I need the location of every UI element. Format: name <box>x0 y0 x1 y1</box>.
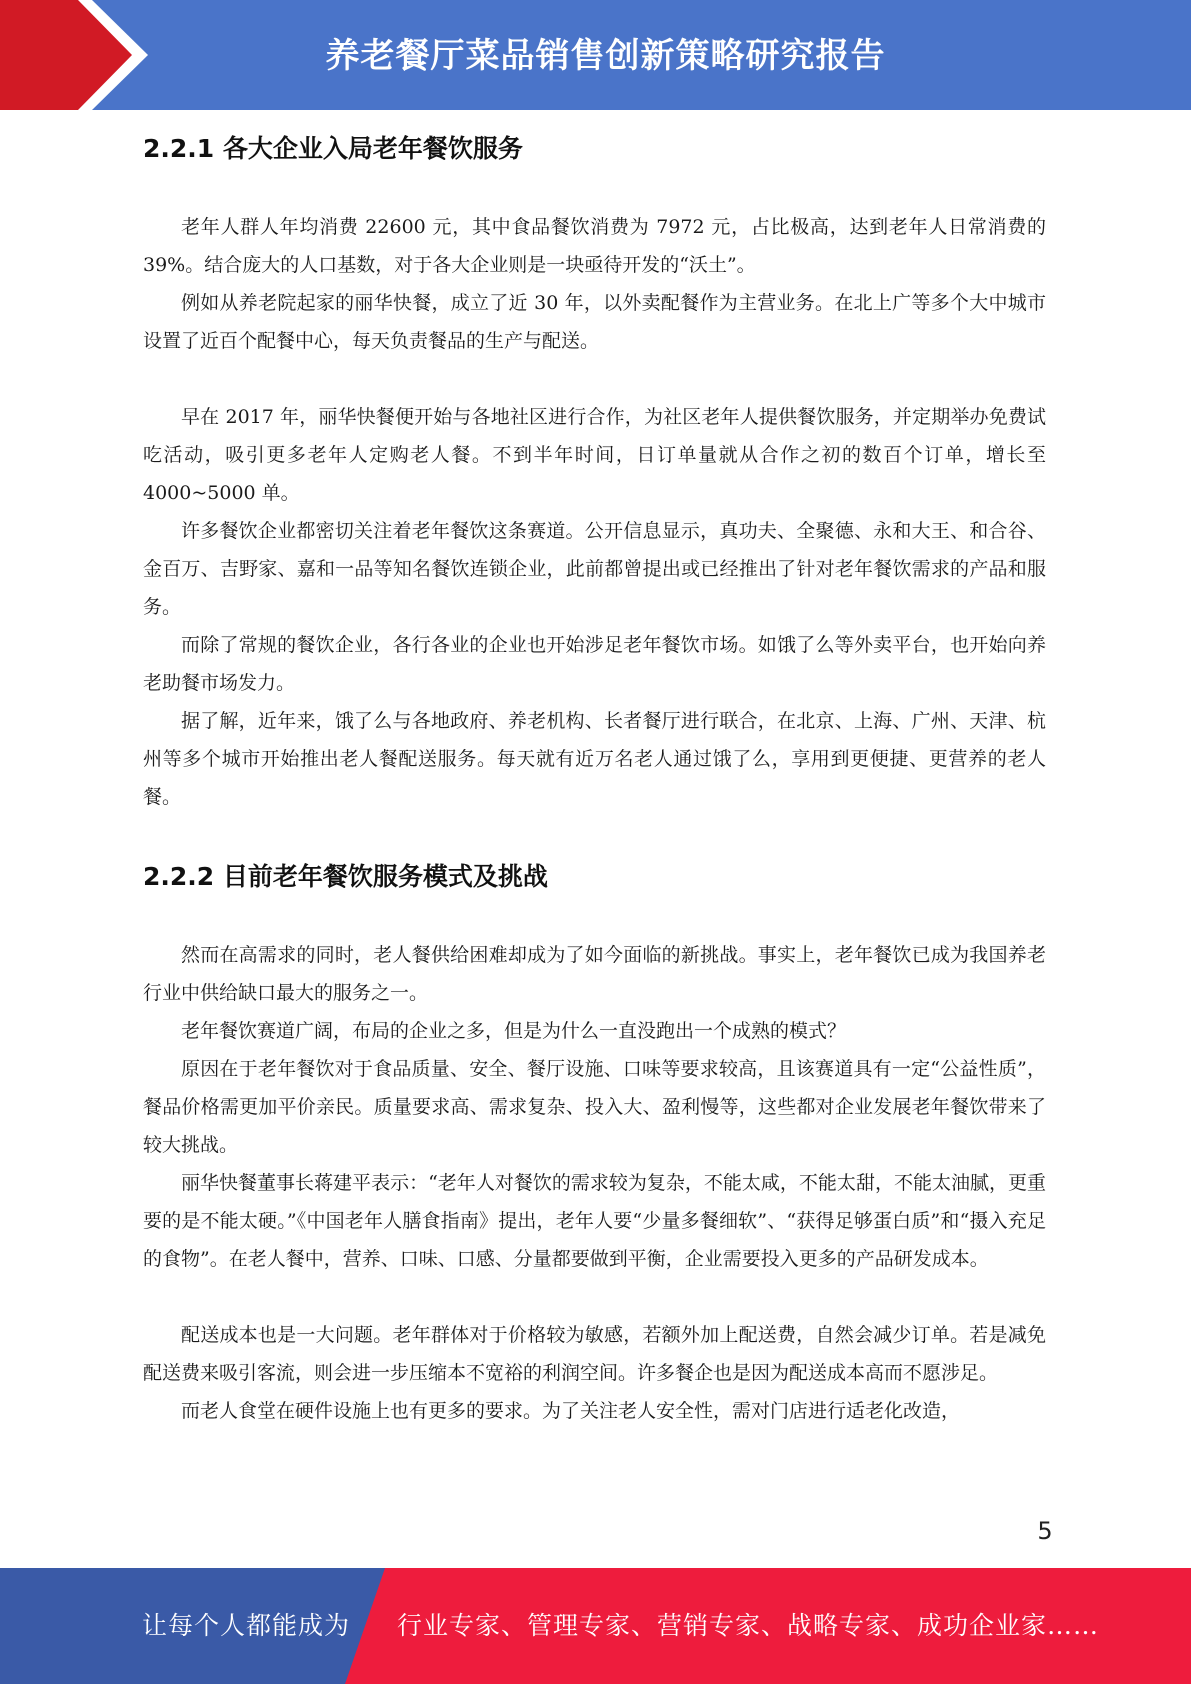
footer-slogan-right: 行业专家、管理专家、营销专家、战略专家、成功企业家…… <box>397 1611 1100 1640</box>
footer-slogan-left: 让每个人都能成为 <box>142 1611 351 1640</box>
paragraph: 然而在高需求的同时，老人餐供给困难却成为了如今面临的新挑战。事实上，老年餐饮已成为我国养老行业中供给缺口最大的服务之一。 <box>143 944 1046 1004</box>
page-number: 5 <box>1037 1517 1053 1545</box>
paragraph: 丽华快餐董事长蒋建平表示：“老年人对餐饮的需求较为复杂，不能太咸，不能太甜，不能太油腻，更重要的是不能太硬。”《中国老年人膳食指南》提出，老年人要“少量多餐细软”、“获得足够蛋白质”和“摄入充足的食物”。在老人餐中，营养、口味、口感、分量都要做到平衡，企业需要投入更多的产品研发成本。 <box>143 1172 1046 1270</box>
paragraph: 例如从养老院起家的丽华快餐，成立了近 30 年，以外卖配餐作为主营业务。在北上广等多个大中城市设置了近百个配餐中心，每天负责餐品的生产与配送。 <box>143 292 1046 352</box>
paragraph: 早在 2017 年，丽华快餐便开始与各地社区进行合作，为社区老年人提供餐饮服务，并定期举办免费试吃活动，吸引更多老年人定购老人餐。不到半年时间，日订单量就从合作之初的数百个订单，增长至 4000~5000 单。 <box>143 406 1046 504</box>
paragraph: 原因在于老年餐饮对于食品质量、安全、餐厅设施、口味等要求较高，且该赛道具有一定“公益性质”，餐品价格需更加平价亲民。质量要求高、需求复杂、投入大、盈利慢等，这些都对企业发展老年餐饮带来了较大挑战。 <box>143 1058 1046 1156</box>
paragraph: 配送成本也是一大问题。老年群体对于价格较为敏感，若额外加上配送费，自然会减少订单。若是减免配送费来吸引客流，则会进一步压缩本不宽裕的利润空间。许多餐企也是因为配送成本高而不愿涉足。 <box>143 1324 1046 1384</box>
header-banner <box>0 0 1191 110</box>
paragraph: 老年人群人年均消费 22600 元，其中食品餐饮消费为 7972 元，占比极高，达到老年人日常消费的 39%。结合庞大的人口基数，对于各大企业则是一块亟待开发的“沃土”。 <box>143 216 1046 276</box>
section-heading-2-2-1: 2.2.1 各大企业入局老年餐饮服务 <box>143 134 523 163</box>
section-heading-2-2-2: 2.2.2 目前老年餐饮服务模式及挑战 <box>143 862 548 891</box>
paragraph: 老年餐饮赛道广阔，布局的企业之多，但是为什么一直没跑出一个成熟的模式？ <box>181 1020 847 1042</box>
paragraph: 而老人食堂在硬件设施上也有更多的要求。为了关注老人安全性，需对门店进行适老化改造， <box>181 1400 961 1422</box>
document-body <box>143 118 1046 1430</box>
report-title: 养老餐厅菜品销售创新策略研究报告 <box>325 36 886 76</box>
paragraph: 许多餐饮企业都密切关注着老年餐饮这条赛道。公开信息显示，真功夫、全聚德、永和大王、和合谷、金百万、吉野家、嘉和一品等知名餐饮连锁企业，此前都曾提出或已经推出了针对老年餐饮需求的产品和服务。 <box>143 520 1046 618</box>
paragraph: 而除了常规的餐饮企业，各行各业的企业也开始涉足老年餐饮市场。如饿了么等外卖平台，也开始向养老助餐市场发力。 <box>143 634 1046 694</box>
paragraph: 据了解，近年来，饿了么与各地政府、养老机构、长者餐厅进行联合，在北京、上海、广州、天津、杭州等多个城市开始推出老人餐配送服务。每天就有近万名老人通过饿了么，享用到更便捷、更营养的老人餐。 <box>143 710 1046 808</box>
footer-banner <box>0 1568 1191 1684</box>
